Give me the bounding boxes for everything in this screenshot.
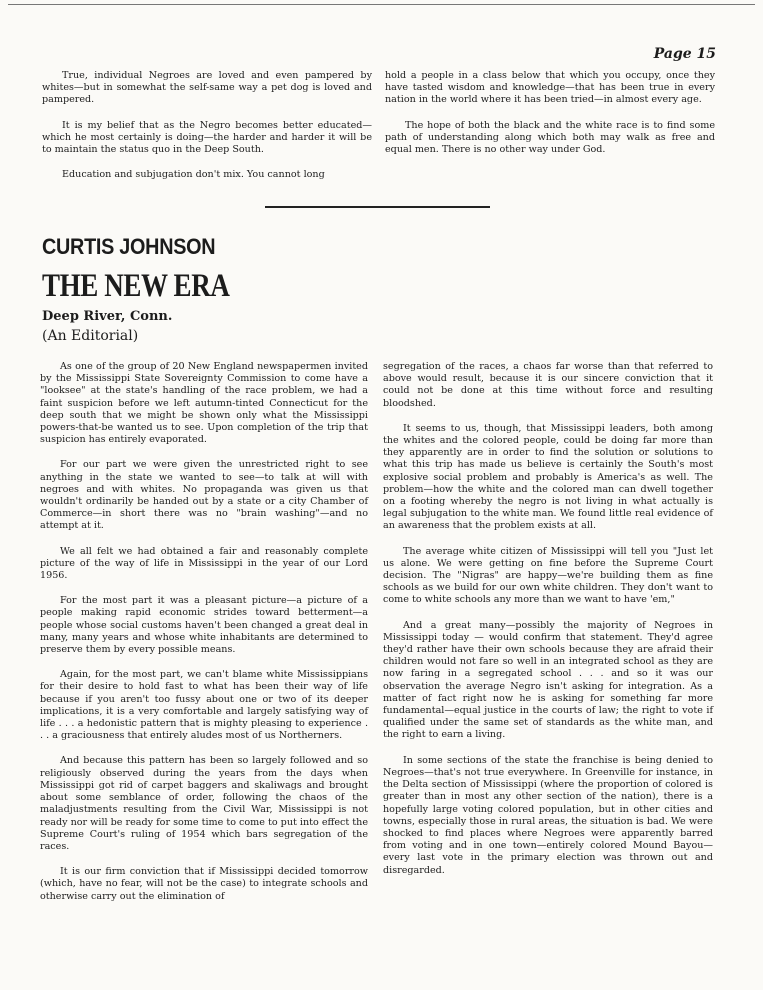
paragraph: As one of the group of 20 New England newspapermen invited by the Mississippi State Sovereignty Commission to come have a "looksee" at the state's handling of the race problem, we had a faint suspicion before we left autumn-tinted Connecticut for the deep south that we might be shown only what the Mississippi powers-that-be wanted us to see. Upon completion of the trip that suspicion has entirely evaporated.: [40, 361, 368, 446]
paragraph: It is our firm conviction that if Mississippi decided tomorrow (which, have no fear, will not be the case) to integrate schools and otherwise carry out the elimination of: [40, 866, 368, 902]
paragraph: We all felt we had obtained a fair and reasonably complete picture of the way of life in Mississippi in the year of our Lord 1956.: [40, 545, 368, 582]
paragraph: The hope of both the black and the white race is to find some path of understanding along which both may walk as free and equal men. There is no other way under God.: [385, 119, 715, 156]
editorial-right-column: [383, 361, 713, 890]
paragraph: In some sections of the state the franchise is being denied to Negroes—that's not true everywhere. In Greenville for instance, in the Delta section of Mississippi (where the proportion of colored is greater than in most any other section of the nation), there is a hopefully large voting colored population, but in other cities and towns, especially those in rural areas, the situation is bad. We were shocked to find places where Negroes were apparently barred from voting and in one town—entirely colored Mound Bayou—every last vote in the primary election was thrown out and disregarded.: [383, 754, 713, 876]
top-article-right-column: [385, 70, 715, 169]
paragraph: It is my belief that as the Negro becomes better educated—which he most certainly is doing—the harder and harder it will be to maintain the status quo in the Deep South.: [42, 119, 372, 156]
author-name: CURTIS JOHNSON: [42, 234, 216, 259]
editorial-left-column: [40, 361, 368, 916]
section-divider: [265, 206, 490, 208]
paragraph: Again, for the most part, we can't blame white Mississippians for their desire to hold fast to what has been their way of life because if you aren't too fussy about one or two of its deeper implications, it is a very comfortable and largely satisfying way of life . . . a hedonistic pattern that is mighty pleasing to experience . . . a graciousness that entirely aludes most of us Northerners.: [40, 669, 368, 742]
page-number: Page 15: [653, 46, 716, 62]
paragraph: It seems to us, though, that Mississippi leaders, both among the whites and the colored people, could be doing far more than they apparently are in order to find the solution or solutions to what this trip has made us believe is certainly the South's most explosive social problem and probably is America's as well. The problem—how the white and the colored man can dwell together on a footing whereby the negro is not living in what actually is legal subjugation to the white man. We found little real evidence of an awareness that the problem exists at all.: [383, 422, 713, 532]
paragraph: hold a people in a class below that which you occupy, once they have tasted wisdom and knowledge—that has been true in every nation in the world where it has been tried—in almost every age.: [385, 70, 715, 106]
article-kind: (An Editorial): [42, 328, 139, 344]
top-border-rule: [8, 4, 755, 5]
paragraph: And because this pattern has been so largely followed and so religiously observed during the years from the days when Mississippi got rid of carpet baggers and skaliwags and brought about some semblance of order, following the chaos of the maladjustments resulting from the Civil War, Mississippi is not ready nor will be ready for some time to come to put into effect the Supreme Court's ruling of 1954 which bars segregation of the races.: [40, 755, 368, 852]
paragraph: True, individual Negroes are loved and even pampered by whites—but in somewhat the self-same way a pet dog is loved and pampered.: [42, 70, 372, 106]
paragraph: Education and subjugation don't mix. You cannot long: [62, 169, 325, 181]
paragraph: For the most part it was a pleasant picture—a picture of a people making rapid economic strides toward betterment—a people whose social customs haven't been changed a great deal in many, many years and whose white inhabitants are determined to preserve them by every possible means.: [40, 595, 368, 656]
dateline-location: Deep River, Conn.: [42, 309, 173, 324]
paragraph: The average white citizen of Mississippi will tell you "Just let us alone. We were getting on fine before the Supreme Court decision. The "Nigras" are happy—we're building them as fine schools as we build for our own white children. They don't want to come to white schools any more than we want to have 'em,": [383, 545, 713, 606]
paragraph: segregation of the races, a chaos far worse than that referred to above would result, because it is our sincere conviction that it could not be done at this time without force and resulting bloodshed.: [383, 361, 713, 409]
top-article-left-column: [42, 70, 372, 194]
paragraph: For our part we were given the unrestricted right to see anything in the state we wanted to see—to talk at will with negroes and with whites. No propaganda was given us that wouldn't ordinarily be handed out by a state or a city Chamber of Commerce—in short there was no "brain washing"—and no attempt at it.: [40, 459, 368, 532]
article-headline: THE NEW ERA: [42, 268, 230, 304]
paragraph: And a great many—possibly the majority of Negroes in Mississippi today — would confirm that statement. They'd agree they'd rather have their own schools because they are afraid their children would not fare so well in an integrated school as they are now faring in a segregated school . . . and so it was our observation the average Negro isn't asking for integration. As a matter of fact right now he is asking for something far more fundamental—equal justice in the courts of law; the right to vote if qualified under the same set of standards as the white man, and the right to earn a living.: [383, 619, 713, 741]
